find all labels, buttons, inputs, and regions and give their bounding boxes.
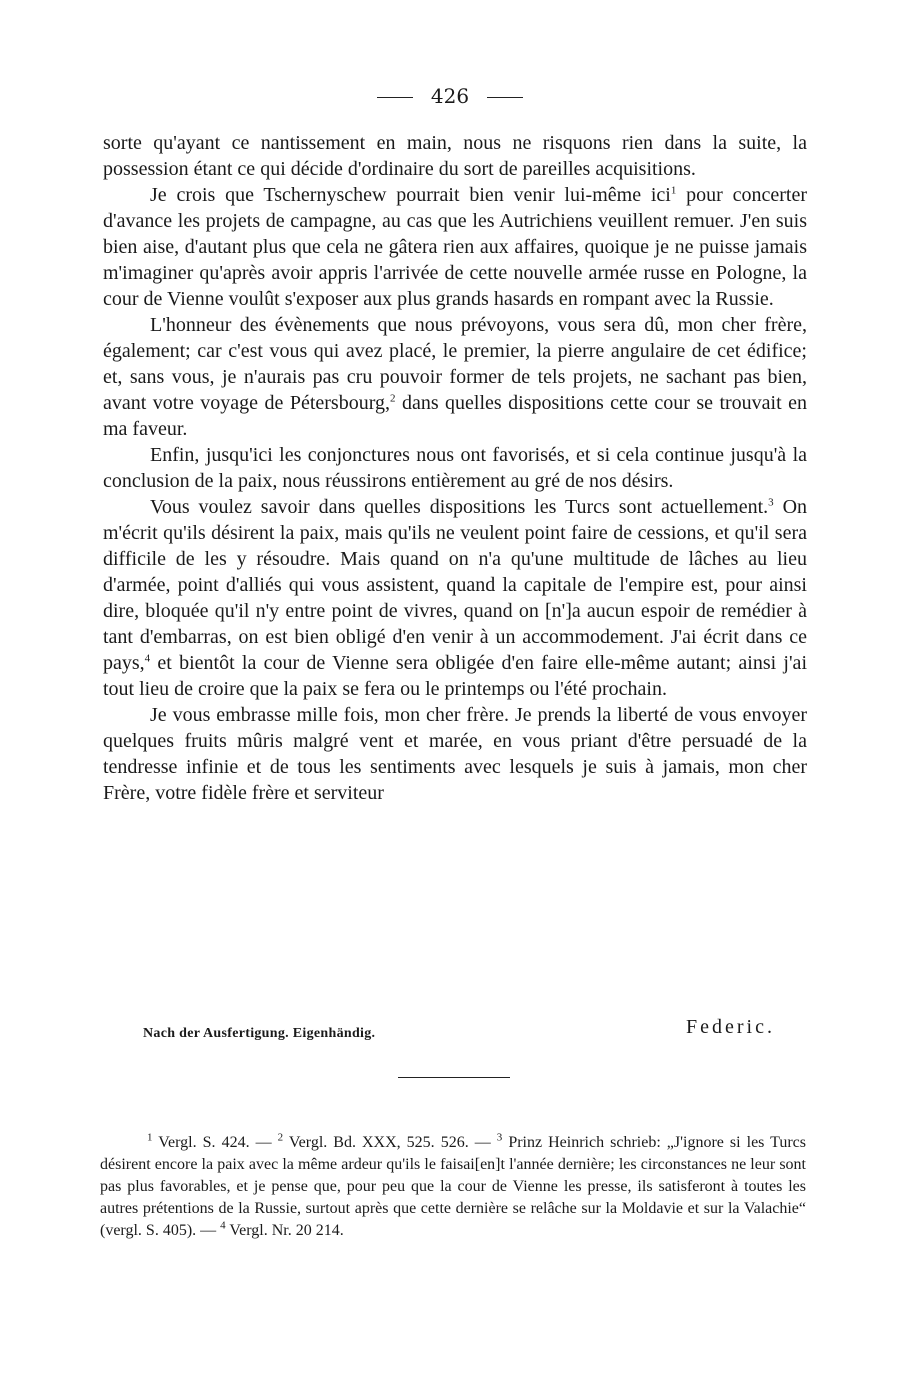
footnote-divider xyxy=(398,1077,510,1078)
footnote-marker-4: 4 xyxy=(144,652,151,665)
footnote-4-text: Vergl. Nr. 20 214. xyxy=(229,1222,344,1239)
paragraph-1: sorte qu'ayant ce nantissement en main, nous ne risquons rien dans la suite, la possession étant ce qui décide d'ordinaire du sort de pareilles acquisitions. xyxy=(103,132,807,180)
footnote-3-marker: 3 xyxy=(496,1131,503,1144)
page-number-dash-left xyxy=(377,97,413,98)
footnote-3-text: Prinz Heinrich schrieb: „J'ignore si les Turcs désirent encore la paix avec la même ardeur qu'ils le faisai[en]t l'année dernière; les circonstances ne leur sont pas plus favorables, et je pense que, pour peu que la cour de Vienne les presse, ils satisferont à toutes les autres prétentions de la Russie, surtout après que cette dernière se relâche sur la Moldavie et sur la Valachie“ (vergl. S. 405). — xyxy=(100,1134,807,1239)
source-note: Nach der Ausfertigung. Eigenhändig. xyxy=(143,1026,376,1041)
footnotes xyxy=(100,1132,806,1242)
paragraph-6: Je vous embrasse mille fois, mon cher frère. Je prends la liberté de vous envoyer quelques fruits mûris malgré vent et marée, en vous priant d'être persuadé de la tendresse infinie et de tous les sentiments avec lesquels je suis à jamais, mon cher Frère, votre fidèle frère et serviteur xyxy=(103,704,807,804)
page-number xyxy=(0,84,900,108)
letter-body xyxy=(103,130,807,806)
footnote-paragraph xyxy=(100,1132,806,1242)
footnote-2-text: Vergl. Bd. XXX, 525. 526. — xyxy=(288,1134,491,1151)
paragraph-5: Vous voulez savoir dans quelles dispositions les Turcs sont actuellement.$^3$ On m'écrit qu'ils désirent la paix, mais qu'ils ne veulent point faire de cessions, et qu'il sera difficile de les y résoudre. Mais quand on n'a qu'une multitude de lâches au lieu d'armée, point d'alliés qui vous assistent, quand la capitale de l'empire est, pour ainsi dire, bloquée qu'il n'y entre point de vivres, quand on [n']a aucun espoir de remédier à tant d'embarras, on est bien obligé d'en venir à un accommodement. J'ai écrit dans ce pays,$^4$ et bientôt la cour de Vienne sera obligée d'en faire elle-même autant; ainsi j'ai tout lieu de croire que la paix se fera ou le printemps ou l'été prochain. xyxy=(103,496,808,700)
footnote-4-marker: 4 xyxy=(220,1219,226,1232)
footnote-marker-1: 1 xyxy=(670,184,677,197)
footnote-marker-3: 3 xyxy=(768,496,774,509)
footnote-2-marker: 2 xyxy=(277,1131,284,1144)
footnote-marker-2: 2 xyxy=(390,392,396,405)
paragraph-3: L'honneur des évènements que nous prévoyons, vous sera dû, mon cher frère, également; car c'est vous qui avez placé, le premier, la pierre angulaire de cet édifice; et, sans vous, je n'aurais pas cru pouvoir former de tels projets, ne sachant pas bien, avant votre voyage de Pétersbourg,$^2$ dans quelles dispositions cette cour se trouvait en ma faveur. xyxy=(103,314,807,440)
paragraph-2: Je crois que Tschernyschew pourrait bien venir lui-même ici$^1$ pour concerter d'avance les projets de campagne, au cas que les Autrichiens veuillent remuer. J'en suis bien aise, d'autant plus que cela ne gâtera rien aux affaires, quoique je ne puisse jamais m'imaginer qu'après avoir appris l'arrivée de cette nouvelle armée russe en Pologne, la cour de Vienne voulût s'exposer aux plus grands hasards en rompant avec la Russie. xyxy=(103,184,807,310)
footnote-1-marker: 1 xyxy=(147,1131,153,1144)
footnote-1-text: Vergl. S. 424. — xyxy=(158,1134,272,1151)
paragraph-4: Enfin, jusqu'ici les conjonctures nous ont favorisés, et si cela continue jusqu'à la conclusion de la paix, nous réussirons entièrement au gré de nos désirs. xyxy=(103,444,807,492)
page-number-value: 426 xyxy=(430,84,470,108)
signature: Federic. xyxy=(686,1016,775,1038)
page-number-dash-right xyxy=(487,97,523,98)
